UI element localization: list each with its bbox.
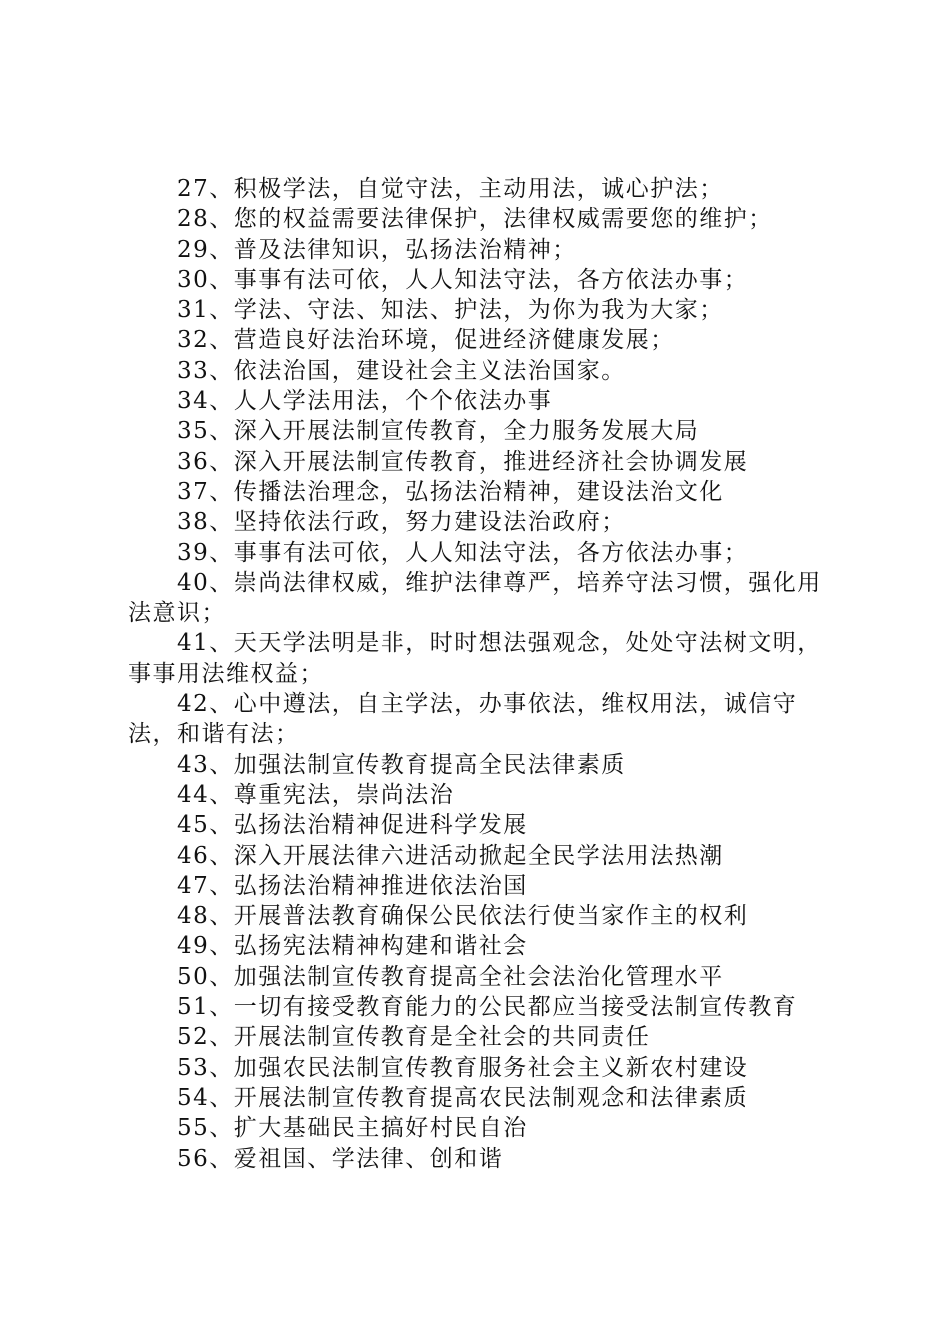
slogan-list (128, 174, 840, 1174)
list-item: 47、弘扬法治精神推进依法治国 (177, 872, 528, 899)
list-item: 28、您的权益需要法律保护，法律权威需要您的维护； (177, 206, 773, 233)
list-item: 55、扩大基础民主搞好村民自治 (177, 1115, 528, 1142)
list-item: 31、学法、守法、知法、护法，为你为我为大家； (177, 297, 724, 324)
list-item: 53、加强农民法制宣传教育服务社会主义新农村建设 (177, 1054, 749, 1081)
list-item: 56、爱祖国、学法律、创和谐 (177, 1145, 504, 1172)
list-item: 46、深入开展法律六进活动掀起全民学法用法热潮 (177, 842, 724, 869)
list-item: 30、事事有法可依，人人知法守法，各方依法办事； (177, 266, 749, 293)
list-item: 39、事事有法可依，人人知法守法，各方依法办事； (177, 539, 749, 566)
list-item: 33、依法治国，建设社会主义法治国家。 (177, 357, 626, 384)
list-item: 54、开展法制宣传教育提高农民法制观念和法律素质 (177, 1084, 749, 1111)
list-item: 52、开展法制宣传教育是全社会的共同责任 (177, 1024, 651, 1051)
list-item: 49、弘扬宪法精神构建和谐社会 (177, 933, 528, 960)
list-item: 51、一切有接受教育能力的公民都应当接受法制宣传教育 (177, 994, 798, 1021)
list-item: 45、弘扬法治精神促进科学发展 (177, 812, 528, 839)
list-item: 36、深入开展法制宣传教育，推进经济社会协调发展 (177, 448, 749, 475)
list-item: 32、营造良好法治环境，促进经济健康发展； (177, 327, 675, 354)
list-item: 40、崇尚法律权威，维护法律尊严，培养守法习惯，强化用法意识； (128, 569, 822, 627)
list-item: 42、心中遵法，自主学法，办事依法，维权用法，诚信守法，和谐有法； (128, 691, 798, 748)
list-item: 44、尊重宪法，崇尚法治 (177, 781, 455, 808)
list-item: 29、普及法律知识，弘扬法治精神； (177, 236, 577, 263)
list-item: 34、人人学法用法，个个依法办事 (177, 388, 553, 415)
list-item: 50、加强法制宣传教育提高全社会法治化管理水平 (177, 963, 724, 990)
list-item: 38、坚持依法行政，努力建设法治政府； (177, 509, 626, 536)
list-item: 37、传播法治理念，弘扬法治精神，建设法治文化 (177, 478, 724, 505)
list-item: 48、开展普法教育确保公民依法行使当家作主的权利 (177, 903, 749, 930)
list-item: 41、天天学法明是非，时时想法强观念，处处守法树文明，事事用法维权益； (128, 630, 822, 687)
list-item: 27、积极学法，自觉守法，主动用法，诚心护法； (177, 176, 724, 202)
list-item: 35、深入开展法制宣传教育，全力服务发展大局 (177, 418, 700, 445)
list-item: 43、加强法制宣传教育提高全民法律素质 (177, 751, 626, 778)
